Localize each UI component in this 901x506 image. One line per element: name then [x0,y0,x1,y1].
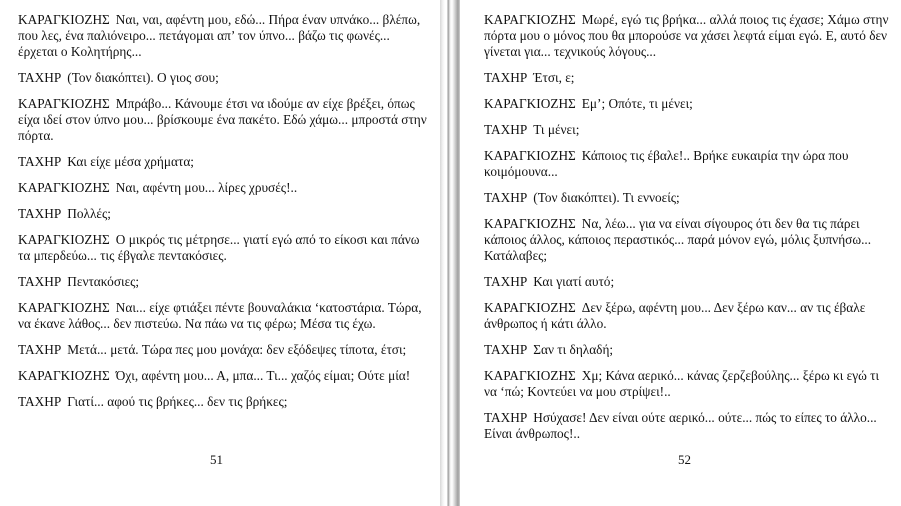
dialogue-line [484,190,891,206]
dialogue-line [18,274,430,290]
dialogue-line [18,394,430,410]
speaker-name: ΚΑΡΑΓΚΙΟΖΗΣ [484,96,576,111]
speaker-name: ΚΑΡΑΓΚΙΟΖΗΣ [18,300,110,315]
left-page [0,0,440,506]
dialogue-text: (Τον διακόπτει). Τι εννοείς; [533,190,680,205]
dialogue-text: Μωρέ, εγώ τις βρήκα... αλλά ποιος τις έχασε; Χάμω στην πόρτα μου ο μόνος που θα μπορούσε να χάσει λεφτά είμαι εγώ. Ε, αυτό δεν γίνεται για... τεχνικούς λόγους... [484,12,889,59]
speaker-name: ΤΑΧΗΡ [484,410,528,425]
dialogue-text: Όχι, αφέντη μου... Α, μπα... Τι... χαζός είμαι; Ούτε μία! [115,368,411,383]
dialogue-text: Πεντακόσιες; [67,274,140,289]
page-number: 52 [678,452,691,467]
dialogue-text: Και γιατί αυτό; [533,274,615,289]
speaker-name: ΚΑΡΑΓΚΙΟΖΗΣ [484,300,576,315]
speaker-name: ΤΑΧΗΡ [484,70,528,85]
dialogue-text: Κάποιος τις έβαλε!.. Βρήκε ευκαιρία την ώρα που κοιμόμουνα... [484,148,849,179]
speaker-name: ΚΑΡΑΓΚΙΟΖΗΣ [18,12,110,27]
dialogue-text: Έτσι, ε; [533,70,575,85]
speaker-name: ΤΑΧΗΡ [484,274,528,289]
dialogue-line [18,96,430,144]
speaker-name: ΚΑΡΑΓΚΙΟΖΗΣ [18,232,110,247]
speaker-name: ΤΑΧΗΡ [484,190,528,205]
dialogue-text: Μετά... μετά. Τώρα πες μου μονάχα: δεν εξόδεψες τίποτα, έτσι; [67,342,407,357]
dialogue-line [484,274,891,290]
left-page-body [18,12,430,410]
dialogue-text: Πολλές; [67,206,111,221]
dialogue-text: Να, λέω... για να είναι σίγουρος ότι δεν θα τις πάρει κάποιος άλλος, κάποιος περαστικός... παρά μόνον εγώ, μόλις ξυπνήσω... Κατάλαβες; [484,216,872,263]
dialogue-line [18,180,430,196]
dialogue-line [484,410,891,442]
dialogue-text: Μπράβο... Κάνουμε έτσι να ιδούμε αν είχε βρέξει, όπως είχα ιδεί στον ύπνο μου... βρίσκουμε ένα πακέτο. Εδώ χάμω... μπροστά στην πόρτα. [18,96,427,143]
dialogue-text: Σαν τι δηλαδή; [533,342,614,357]
dialogue-line [484,216,891,264]
speaker-name: ΚΑΡΑΓΚΙΟΖΗΣ [484,148,576,163]
book-spine-gutter [440,0,460,506]
dialogue-line [18,154,430,170]
dialogue-line [484,96,891,112]
dialogue-text: Εμ’; Οπότε, τι μένει; [581,96,693,111]
dialogue-text: Χμ; Κάνα αερικό... κάνας ζερζεβούλης... ξέρω κι εγώ τι να ‘πώ; Κοντεύει να μου στρίψει!.. [484,368,880,399]
dialogue-line [484,122,891,138]
speaker-name: ΚΑΡΑΓΚΙΟΖΗΣ [18,180,110,195]
dialogue-line [18,232,430,264]
speaker-name: ΤΑΧΗΡ [18,206,62,221]
dialogue-text: Γιατί... αφού τις βρήκες... δεν τις βρήκες; [67,394,288,409]
speaker-name: ΚΑΡΑΓΚΙΟΖΗΣ [484,368,576,383]
speaker-name: ΤΑΧΗΡ [18,274,62,289]
dialogue-text: Τι μένει; [533,122,580,137]
speaker-name: ΤΑΧΗΡ [18,342,62,357]
dialogue-line [484,70,891,86]
page-number: 51 [210,452,223,467]
speaker-name: ΚΑΡΑΓΚΙΟΖΗΣ [484,12,576,27]
dialogue-line [18,70,430,86]
dialogue-text: Ναι... είχε φτιάξει πέντε βουναλάκια ‘κατοστάρια. Τώρα, να έκανε λάθος... δεν πιστεύω. Να πάω να τις φέρω; Μέσα τις έχω. [18,300,422,331]
speaker-name: ΚΑΡΑΓΚΙΟΖΗΣ [18,368,110,383]
dialogue-line [18,368,430,384]
dialogue-line [484,300,891,332]
dialogue-text: Και είχε μέσα χρήματα; [67,154,194,169]
dialogue-line [484,342,891,358]
speaker-name: ΤΑΧΗΡ [18,70,62,85]
dialogue-line [484,368,891,400]
dialogue-text: Ο μικρός τις μέτρησε... γιατί εγώ από το είκοσι και πάνω τα μπερδεύω... τις έβγαλε πεντακόσιες. [18,232,420,263]
dialogue-line [18,342,430,358]
speaker-name: ΚΑΡΑΓΚΙΟΖΗΣ [18,96,110,111]
dialogue-text: Ησύχασε! Δεν είναι ούτε αερικό... ούτε... πώς το είπες το άλλο... Είναι άνθρωπος!.. [484,410,877,441]
dialogue-text: Ναι, αφέντη μου... λίρες χρυσές!.. [115,180,298,195]
dialogue-line [18,12,430,60]
dialogue-text: Δεν ξέρω, αφέντη μου... Δεν ξέρω καν... αν τις έβαλε άνθρωπος ή κάτι άλλο. [484,300,866,331]
speaker-name: ΤΑΧΗΡ [484,122,528,137]
dialogue-text: Ναι, ναι, αφέντη μου, εδώ... Πήρα έναν υπνάκο... βλέπω, που λες, ένα παλιόνειρο... πετάγομαι απ’ τον ύπνο... βάζω τις φωνές... έρχεται ο Κολητήρης... [18,12,421,59]
dialogue-line [484,148,891,180]
speaker-name: ΚΑΡΑΓΚΙΟΖΗΣ [484,216,576,231]
dialogue-line [18,300,430,332]
speaker-name: ΤΑΧΗΡ [18,154,62,169]
right-page-body [484,12,891,442]
right-page [460,0,901,506]
speaker-name: ΤΑΧΗΡ [484,342,528,357]
speaker-name: ΤΑΧΗΡ [18,394,62,409]
dialogue-line [484,12,891,60]
dialogue-text: (Τον διακόπτει). Ο γιος σου; [67,70,219,85]
dialogue-line [18,206,430,222]
